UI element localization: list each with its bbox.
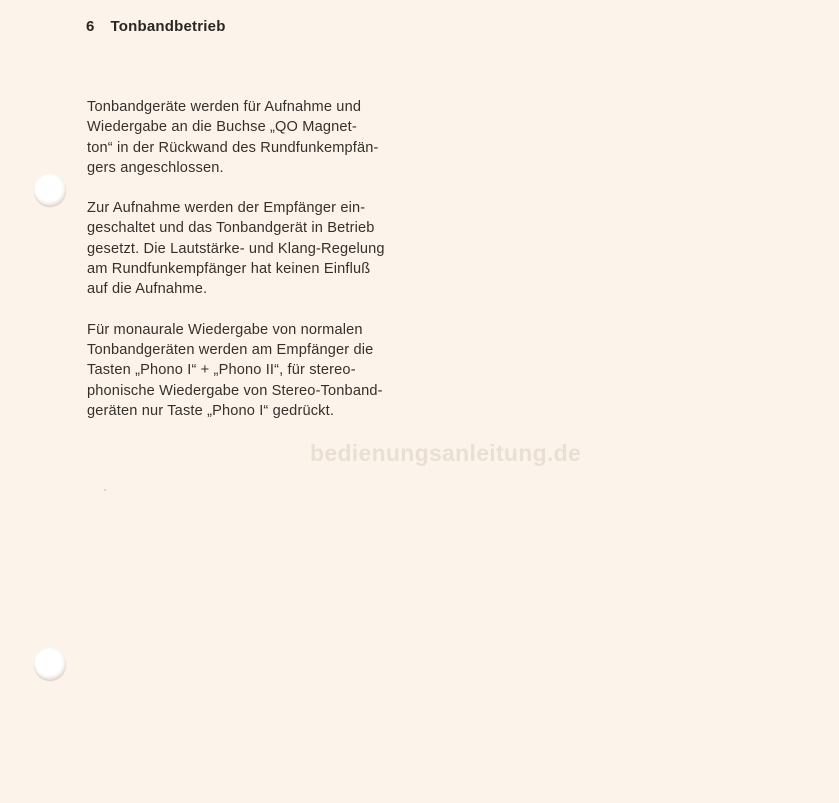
text-line: Tasten „Phono I“ + „Phono II“, für stereo- xyxy=(87,362,356,379)
paragraph-recording xyxy=(87,198,447,299)
text-line: Wiedergabe an die Buchse „QO Magnet- xyxy=(87,119,357,136)
text-line: ton“ in der Rückwand des Rundfunkempfän- xyxy=(87,139,379,156)
binder-hole-bottom xyxy=(34,648,66,680)
text-line: Tonbandgeräten werden am Empfänger die xyxy=(87,341,374,358)
text-line: geschaltet und das Tonbandgerät in Betrieb xyxy=(87,220,375,237)
page-title: Tonbandbetrieb xyxy=(110,18,226,35)
text-line: Tonbandgeräte werden für Aufnahme und xyxy=(87,99,362,115)
watermark: bedienungsanleitung.de xyxy=(310,440,582,466)
text-line: gers angeschlossen. xyxy=(87,159,224,176)
text-line: am Rundfunkempfänger hat keinen Einfluß xyxy=(87,261,371,278)
text-line: Zur Aufnahme werden der Empfänger ein- xyxy=(87,200,366,217)
paragraph-connection xyxy=(87,97,447,178)
body-text xyxy=(87,97,447,441)
paragraph-playback xyxy=(87,320,447,421)
text-line: phonische Wiedergabe von Stereo-Tonband- xyxy=(87,382,383,399)
page-number: 6 xyxy=(86,18,95,35)
text-line: gesetzt. Die Lautstärke- und Klang-Regelung xyxy=(87,240,385,257)
page-header xyxy=(86,18,226,35)
paper-speck xyxy=(104,489,106,491)
binder-hole-top xyxy=(34,174,66,206)
text-line: auf die Aufnahme. xyxy=(87,281,208,298)
text-line: geräten nur Taste „Phono I“ gedrückt. xyxy=(87,402,335,419)
text-line: Für monaurale Wiedergabe von normalen xyxy=(87,321,363,338)
